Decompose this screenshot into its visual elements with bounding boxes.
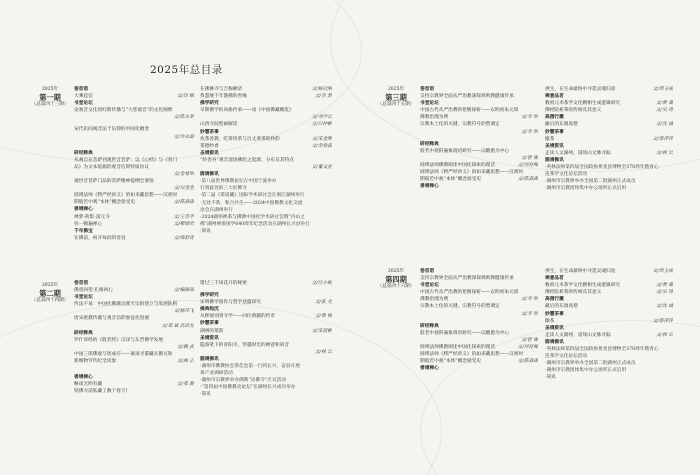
toc-entry (420, 303, 538, 310)
issue-total: （总第四十四期） (31, 298, 69, 303)
article-title: 传法不易：中国化佛教宗派天宗的创立与发展轨则 (74, 302, 178, 308)
section-heading: 书堂论坛 (420, 101, 439, 107)
article-title: 供生，在生命最终中寻觅灵魂归途 (545, 269, 616, 274)
article-title: “妙善谷”观音道场佛陀之起源、分布及其特点 (200, 157, 294, 163)
issue-label-4 (373, 268, 419, 291)
article-title: 徽茶 (545, 318, 555, 324)
article-author: 文/沈 诚 (655, 122, 673, 128)
article-author: 文/吕仲彬 (311, 122, 332, 128)
article-title: 错过三千场花开的秘密 (200, 281, 247, 286)
section-heading: 善境禅心 (420, 366, 439, 372)
toc-entry (545, 121, 673, 128)
toc-entry (74, 301, 194, 308)
toc-entry (74, 134, 194, 141)
toc-entry (200, 164, 332, 171)
issue-number: 第一期 (39, 92, 61, 102)
article-title: 新细物罗传纪全读象 (74, 359, 117, 365)
issue-number: 第四期 (385, 274, 407, 284)
article-title: 品》为文本依据的观音信仰特质仿议 (74, 164, 150, 170)
article-author: 文/黄 桑 (655, 101, 673, 107)
toc-entry (200, 157, 332, 164)
section-heading: 圆境佛讯 (545, 339, 564, 345)
article-title: 茶德妙香 (200, 143, 219, 149)
article-author: 文/杨启刚 (311, 87, 332, 92)
toc-entry (200, 86, 332, 93)
article-title: 期般若中观“本体”概念接受史 (74, 200, 136, 206)
article-title: 湖州的茶韵 (200, 328, 224, 334)
article-title: 徽茶 (545, 136, 555, 142)
news-item: 茶产业调研活动 (200, 371, 233, 377)
toc-entry (200, 114, 332, 121)
article-title: 支持宗教界全面从严治教深探规则教健康传承 (420, 94, 514, 100)
news-item: ·湖州市宗教界举办全国第二批湖州正式成员 (545, 179, 636, 185)
section-heading: 书堂论坛 (74, 101, 93, 107)
issue-year: 2025年 (387, 269, 405, 274)
article-author: 文/周玉成 (652, 269, 673, 274)
issue-year: 2025年 (41, 283, 59, 288)
article-title: 数祖元术茶学文化精相生成逻辑研究 (545, 101, 621, 107)
section-heading: 妙慧茶事 (200, 129, 219, 135)
article-title: 宗教本土化的关键，宗教符号的塑调定 (420, 304, 500, 310)
toc-entry (545, 332, 673, 339)
toc-entry (420, 93, 538, 100)
toc-entry (74, 126, 194, 133)
spacer (74, 141, 194, 150)
article-title: 禅梦·荷影·富元寺 (74, 214, 110, 220)
article-author: 文/李 明 (520, 115, 538, 121)
article-title: 走读人文湖州，道场山文脉寻踪 (545, 332, 611, 338)
toc-entry (200, 107, 332, 114)
article-title: 在佛前，祝开每段的善良 (74, 235, 126, 241)
news-item: ·湖州市宗教界举办佛教“论佛寺”庄宣活动 (200, 378, 286, 384)
article-title: 宋代民间观音法于信仰的中国化嬗变 (74, 127, 150, 133)
article-author: 文/韩舒青 (173, 235, 194, 241)
toc-column (545, 268, 673, 382)
section-heading: 圆境佛讯 (200, 172, 219, 178)
article-author: 文/陈森森 (517, 359, 538, 365)
issue-number: 第二期 (39, 288, 61, 298)
section-heading: 圆境佛讯 (545, 157, 564, 163)
toc-entry (74, 344, 194, 351)
section-heading: 圣境资讯 (545, 143, 564, 149)
toc-entry (74, 337, 194, 344)
toc-entry (545, 282, 673, 289)
toc-entry (545, 289, 673, 296)
issue-number: 第三期 (385, 92, 407, 102)
toc-entry (545, 100, 673, 107)
article-title: 在佛舞寺与吉梅陋话 (200, 87, 243, 92)
toc-entry (74, 351, 194, 358)
toc-column (74, 86, 194, 242)
article-title: 大乘起信 (74, 94, 93, 100)
article-author: 文/林 云 (655, 150, 673, 156)
section-heading: 研经释典 (420, 323, 439, 329)
article-title: 圆瑛法师《楞严经讲义》的如来藏思想——汉密时 (74, 193, 178, 199)
article-title: 早期佛学的风格传承——谈《中国佛藏概览》 (200, 108, 294, 114)
section-heading: 卷首语 (74, 87, 89, 92)
section-heading: 卷首语 (74, 281, 89, 286)
section-heading: 千年佛宝 (74, 228, 93, 234)
section-heading: 禅意品茗 (545, 276, 564, 282)
news-item: ·第二届《茶道藏》国际学术研讨会在浙江湖州举行 (200, 193, 305, 199)
article-title: 宋明佛学创作与哲学意蕴探究 (200, 300, 261, 306)
toc-entry (200, 280, 332, 287)
toc-entry (420, 311, 538, 318)
toc-entry (74, 164, 194, 171)
article-author: 文/王宗平 (173, 214, 194, 220)
article-author: 文/曲 正 (176, 359, 194, 365)
article-title: 论观音文化的红斯传播与“大慈观音”的文化阐释 (74, 108, 173, 114)
article-author: 文/周玉成 (652, 87, 673, 92)
section-heading: 善境禅心 (74, 375, 93, 381)
article-author: 文/宋晨彬 (311, 328, 332, 334)
section-heading: 圣境资讯 (200, 335, 219, 341)
article-title: 观世音菩萨门品的菩萨精神提纲全要探 (74, 179, 154, 185)
toc-entry (420, 129, 538, 136)
toc-entry (545, 318, 673, 325)
article-author: 文/陈森森 (517, 177, 538, 183)
article-author: 文/汪小妮 (311, 281, 332, 286)
toc-column (420, 86, 538, 190)
issue-total: （总第四十五期） (377, 102, 415, 107)
article-author: 文/林 云 (655, 332, 673, 338)
article-author: 文/蔡萍萍 (652, 318, 673, 324)
article-author: 文/郑 斌 高信友 (161, 323, 194, 329)
article-author: 文/吴 琦 (655, 290, 673, 296)
toc-column (420, 268, 538, 372)
section-heading: 研经释典 (74, 150, 93, 156)
toc-entry (200, 342, 332, 349)
news-item: ·“第四届中国佛教史论坛”在湖州长兴成功举办 (200, 385, 296, 391)
article-title: 从观自在菩萨到观世音菩萨：以《心经》与《普门 (74, 157, 178, 163)
toc-entry (420, 289, 538, 296)
section-heading: 善境禅心 (74, 207, 93, 213)
article-title: 供生，在生命最终中寻觅灵魂归途 (545, 87, 616, 92)
toc-entry (74, 315, 194, 322)
toc-entry (200, 143, 332, 150)
issue-label-1 (28, 86, 72, 109)
article-title: 略谈无明有藏 (74, 382, 103, 388)
section-heading: 研经释典 (74, 330, 93, 336)
article-author: 文/何昆峰 (517, 344, 538, 350)
toc-entry (74, 358, 194, 365)
toc-entry (420, 358, 538, 365)
article-author: 文/李 明 (520, 297, 538, 303)
article-title: 宗教本土化的关键，宗教符号的塑调定 (420, 122, 500, 128)
toc-entry (74, 171, 194, 178)
article-title: 唐宋密教传播与观音信仰象征化进展 (74, 316, 150, 322)
toc-entry (420, 121, 538, 128)
section-heading: 书堂论坛 (420, 283, 439, 289)
article-title: 蔽后的东渡高僧 (545, 122, 578, 128)
issue-year: 2025年 (387, 87, 405, 92)
toc-entry (74, 178, 194, 185)
section-heading: 禅意品茗 (545, 94, 564, 100)
toc-entry (74, 192, 194, 199)
article-title: 铁佛寺前私藏了数个春天! (74, 389, 128, 395)
article-title: 佛教治理为例 (420, 115, 449, 121)
article-author: 文/沈 诚 (655, 304, 673, 310)
section-heading: 书堂论坛 (74, 295, 93, 301)
article-title: 佛经院析茶的传统及其意义 (545, 290, 602, 296)
issue-total: （总第四十三期） (31, 102, 69, 107)
news-item: ·湖州市宗教团体集中办公场所正式启用 (545, 368, 627, 374)
article-title: 中国古代从严治教的伦敬探析——以明初朱元璋 (420, 108, 519, 114)
news-item: 连茶学文化论坛活动 (545, 354, 588, 360)
toc-entry (74, 287, 194, 294)
article-title: 罗什译经的《般若经》汉译与东晋佛学发展 (74, 337, 164, 343)
article-title: 期般若中观“本体”概念接受史 (420, 359, 482, 365)
article-author: 文/刘学云 (311, 115, 332, 121)
article-author: 文/金易明 (173, 171, 194, 177)
toc-entry (74, 381, 194, 388)
toc-entry (74, 388, 194, 395)
toc-entry (200, 121, 332, 128)
article-title: 蔽后的东渡高僧 (545, 304, 578, 310)
toc-entry (420, 344, 538, 351)
issue-label-3 (373, 86, 419, 109)
news-item: ·简讯 (200, 228, 211, 234)
news-item: ·英林法师第四届全国政协黄麦县博物全370周年暨青心 (545, 347, 659, 353)
article-title: 中国三郎佛观与瑶成应——兼谈寻董藏瓦佛瓦和 (74, 351, 173, 357)
section-heading: 高僧行履 (545, 297, 564, 303)
toc-entry (74, 323, 194, 330)
article-title: 佛教治理为例 (420, 297, 449, 303)
article-title: 从释观别到寺学——同位典籍的传奇 (200, 314, 276, 320)
article-title: 佛经院析茶的传统及其意义 (545, 108, 602, 114)
toc-entry (420, 337, 538, 344)
article-title: 期般若中观“本体”概念接受史 (420, 177, 482, 183)
news-item: ·简讯 (200, 392, 211, 398)
article-author: 文/陈永革 (173, 115, 194, 121)
toc-entry (420, 169, 538, 176)
toc-entry (420, 162, 538, 169)
news-item: ·无处不茶，和合共生——2024中国佛教文化交流 (200, 200, 303, 206)
toc-entry (200, 313, 332, 320)
article-title: 般若中观的遍象谓语研究——以醒愚为中心 (420, 148, 510, 154)
article-author: 文/宋金辉 (311, 136, 332, 142)
article-author: 文/何昆峰 (517, 162, 538, 168)
toc-entry (200, 299, 332, 306)
toc-entry (420, 296, 538, 303)
article-title: 圆瑛法师《楞严经讲义》的如来藏思想——汉密时 (420, 170, 524, 176)
section-heading: 妙慧茶事 (200, 321, 219, 327)
spacer (74, 365, 194, 374)
toc-entry (545, 268, 673, 275)
section-heading: 妙慧茶事 (545, 311, 564, 317)
article-author: 文/蔡萍萍 (652, 136, 673, 142)
toc-entry (74, 185, 194, 192)
toc-entry (545, 107, 673, 114)
section-heading: 卷首语 (420, 87, 435, 92)
article-author: 文/李 明 (520, 311, 538, 317)
toc-entry (200, 349, 332, 356)
toc-column (545, 86, 673, 192)
article-title: 山西寺院壁画解读 (200, 122, 238, 128)
article-author: 文/印 顺 (176, 94, 194, 100)
article-author: 文/编辑部 (173, 288, 194, 294)
toc-entry (200, 136, 332, 143)
news-item: ·第八届世界佛教论坛在中国宁波举办 (200, 179, 277, 185)
news-item: ·英林法师第四届全国政协黄麦县博物全370周年暨青心 (545, 165, 659, 171)
article-title: 炊茶善教、吃茶悟茶与百丈斋茶的妙韵 (200, 136, 280, 142)
news-item: ·湖州市宗教团体集中办公场所正式启用 (545, 186, 627, 192)
article-author: 文/赖 武 (176, 344, 194, 350)
toc-entry (74, 107, 194, 114)
article-author: 文/智 雍 (520, 337, 538, 343)
toc-entry (545, 303, 673, 310)
article-title: 弥一顿遍禅心 (74, 221, 103, 227)
toc-column (200, 280, 332, 399)
section-heading: 圣境资讯 (545, 325, 564, 331)
toc-entry (545, 136, 673, 143)
toc-entry (420, 275, 538, 282)
article-author: 文/余春霖 (311, 143, 332, 149)
article-author: 文/黄 梅 (314, 314, 332, 320)
toc-entry (420, 176, 538, 183)
issue-year: 2025年 (41, 87, 59, 92)
section-heading: 研经释典 (420, 141, 439, 147)
section-heading: 圣境资讯 (200, 150, 219, 156)
toc-entry (420, 155, 538, 162)
issue-total: （总第四十六期） (377, 284, 415, 289)
toc-entry (200, 93, 332, 100)
article-author: 文/靳晓君 (173, 221, 194, 227)
article-title: 支持宗教界全面从严治教深探规则教健康传承 (420, 276, 514, 282)
article-title: 圆瑛法师《楞严经讲义》的如来藏思想——汉密时 (420, 352, 524, 358)
section-heading: 高僧行履 (545, 115, 564, 121)
news-item: 行到此处的三大好佛寺 (200, 186, 247, 192)
toc-entry (420, 351, 538, 358)
section-heading: 善境禅心 (420, 184, 439, 190)
article-author: 文/郑 静 (176, 382, 194, 388)
toc-entry (74, 199, 194, 206)
news-item: ·2024湖州禅茶与佛教中国化学术研讨会暨“内山之 (200, 214, 305, 220)
article-author: 文/张 光 (314, 300, 332, 306)
toc-entry (74, 93, 194, 100)
news-item: 佛”湖州禅茶国学640周年纪念活动在湖州长兴县举行 (200, 221, 310, 227)
toc-entry (420, 114, 538, 121)
toc-entry (74, 214, 194, 221)
section-heading: 妙慧茶事 (545, 129, 564, 135)
section-heading: 卷首语 (420, 269, 435, 274)
news-item: 论会在湖州举行 (200, 207, 233, 213)
article-author: 文/李 明 (520, 129, 538, 135)
toc-entry (545, 150, 673, 157)
article-title: 圆瑛法师佛教阐述中国化探索的理话 (420, 162, 496, 168)
article-author: 文/杨伟飞 (173, 309, 194, 315)
toc-entry (74, 235, 194, 242)
article-author: 文/李永斌 (173, 134, 194, 140)
article-title: 走读人文湖州，道场山文脉寻踪 (545, 150, 611, 156)
toc-entry (420, 107, 538, 114)
page-title: 2025年总目录 (150, 64, 223, 76)
news-item: ·湖州市佛教协会茶佳会第一行到长兴、奋县开展 (200, 364, 300, 370)
news-item: 连茶学文化论坛活动 (545, 172, 588, 178)
article-title: 数祖元术茶学文化精相生成逻辑研究 (545, 283, 621, 289)
article-author: 文/黄 桑 (655, 283, 673, 289)
toc-entry (420, 148, 538, 155)
article-author: 文/陈森森 (173, 200, 194, 206)
toc-entry (74, 157, 194, 164)
article-author: 文/智 雍 (520, 155, 538, 161)
toc-entry (74, 114, 194, 121)
article-author: 文/董文星 (311, 165, 332, 171)
article-title: 隐游笔下的青阳寺，穿越时光的禅意和回音 (200, 342, 290, 348)
toc-entry (74, 308, 194, 315)
toc-entry (200, 328, 332, 335)
article-title: 佛意回望 扎根初心 (74, 288, 113, 294)
article-title: 般若中观的遍象谓语研究——以醒愚为中心 (420, 330, 510, 336)
article-title: 中国古代从严治教的伦敬探析——以明初朱元璋 (420, 290, 519, 296)
toc-column (74, 280, 194, 395)
article-author: 文/李 梦 (314, 94, 332, 100)
news-item: ·湖州市宗教界举办全国第二批湖州正式成员 (545, 361, 636, 367)
article-author: 文/吴金金 (173, 186, 194, 192)
article-title: 圆瑛法师佛教阐述中国化探索的理话 (420, 344, 496, 350)
article-title: 我慧展千年鹊佛的善缘 (200, 94, 247, 100)
toc-entry (74, 221, 194, 228)
article-author: 文/吴 琦 (655, 108, 673, 114)
article-author: 文/林 云 (314, 349, 332, 355)
news-item: ·简讯 (545, 375, 556, 381)
section-heading: 佛学研究 (200, 293, 219, 299)
toc-entry (545, 86, 673, 93)
section-heading: 佛典钩沉 (200, 307, 219, 313)
issue-label-2 (28, 282, 72, 305)
section-heading: 圆境佛讯 (200, 356, 219, 362)
toc-entry (420, 330, 538, 337)
section-heading: 佛学研究 (200, 101, 219, 107)
toc-column (200, 86, 332, 235)
